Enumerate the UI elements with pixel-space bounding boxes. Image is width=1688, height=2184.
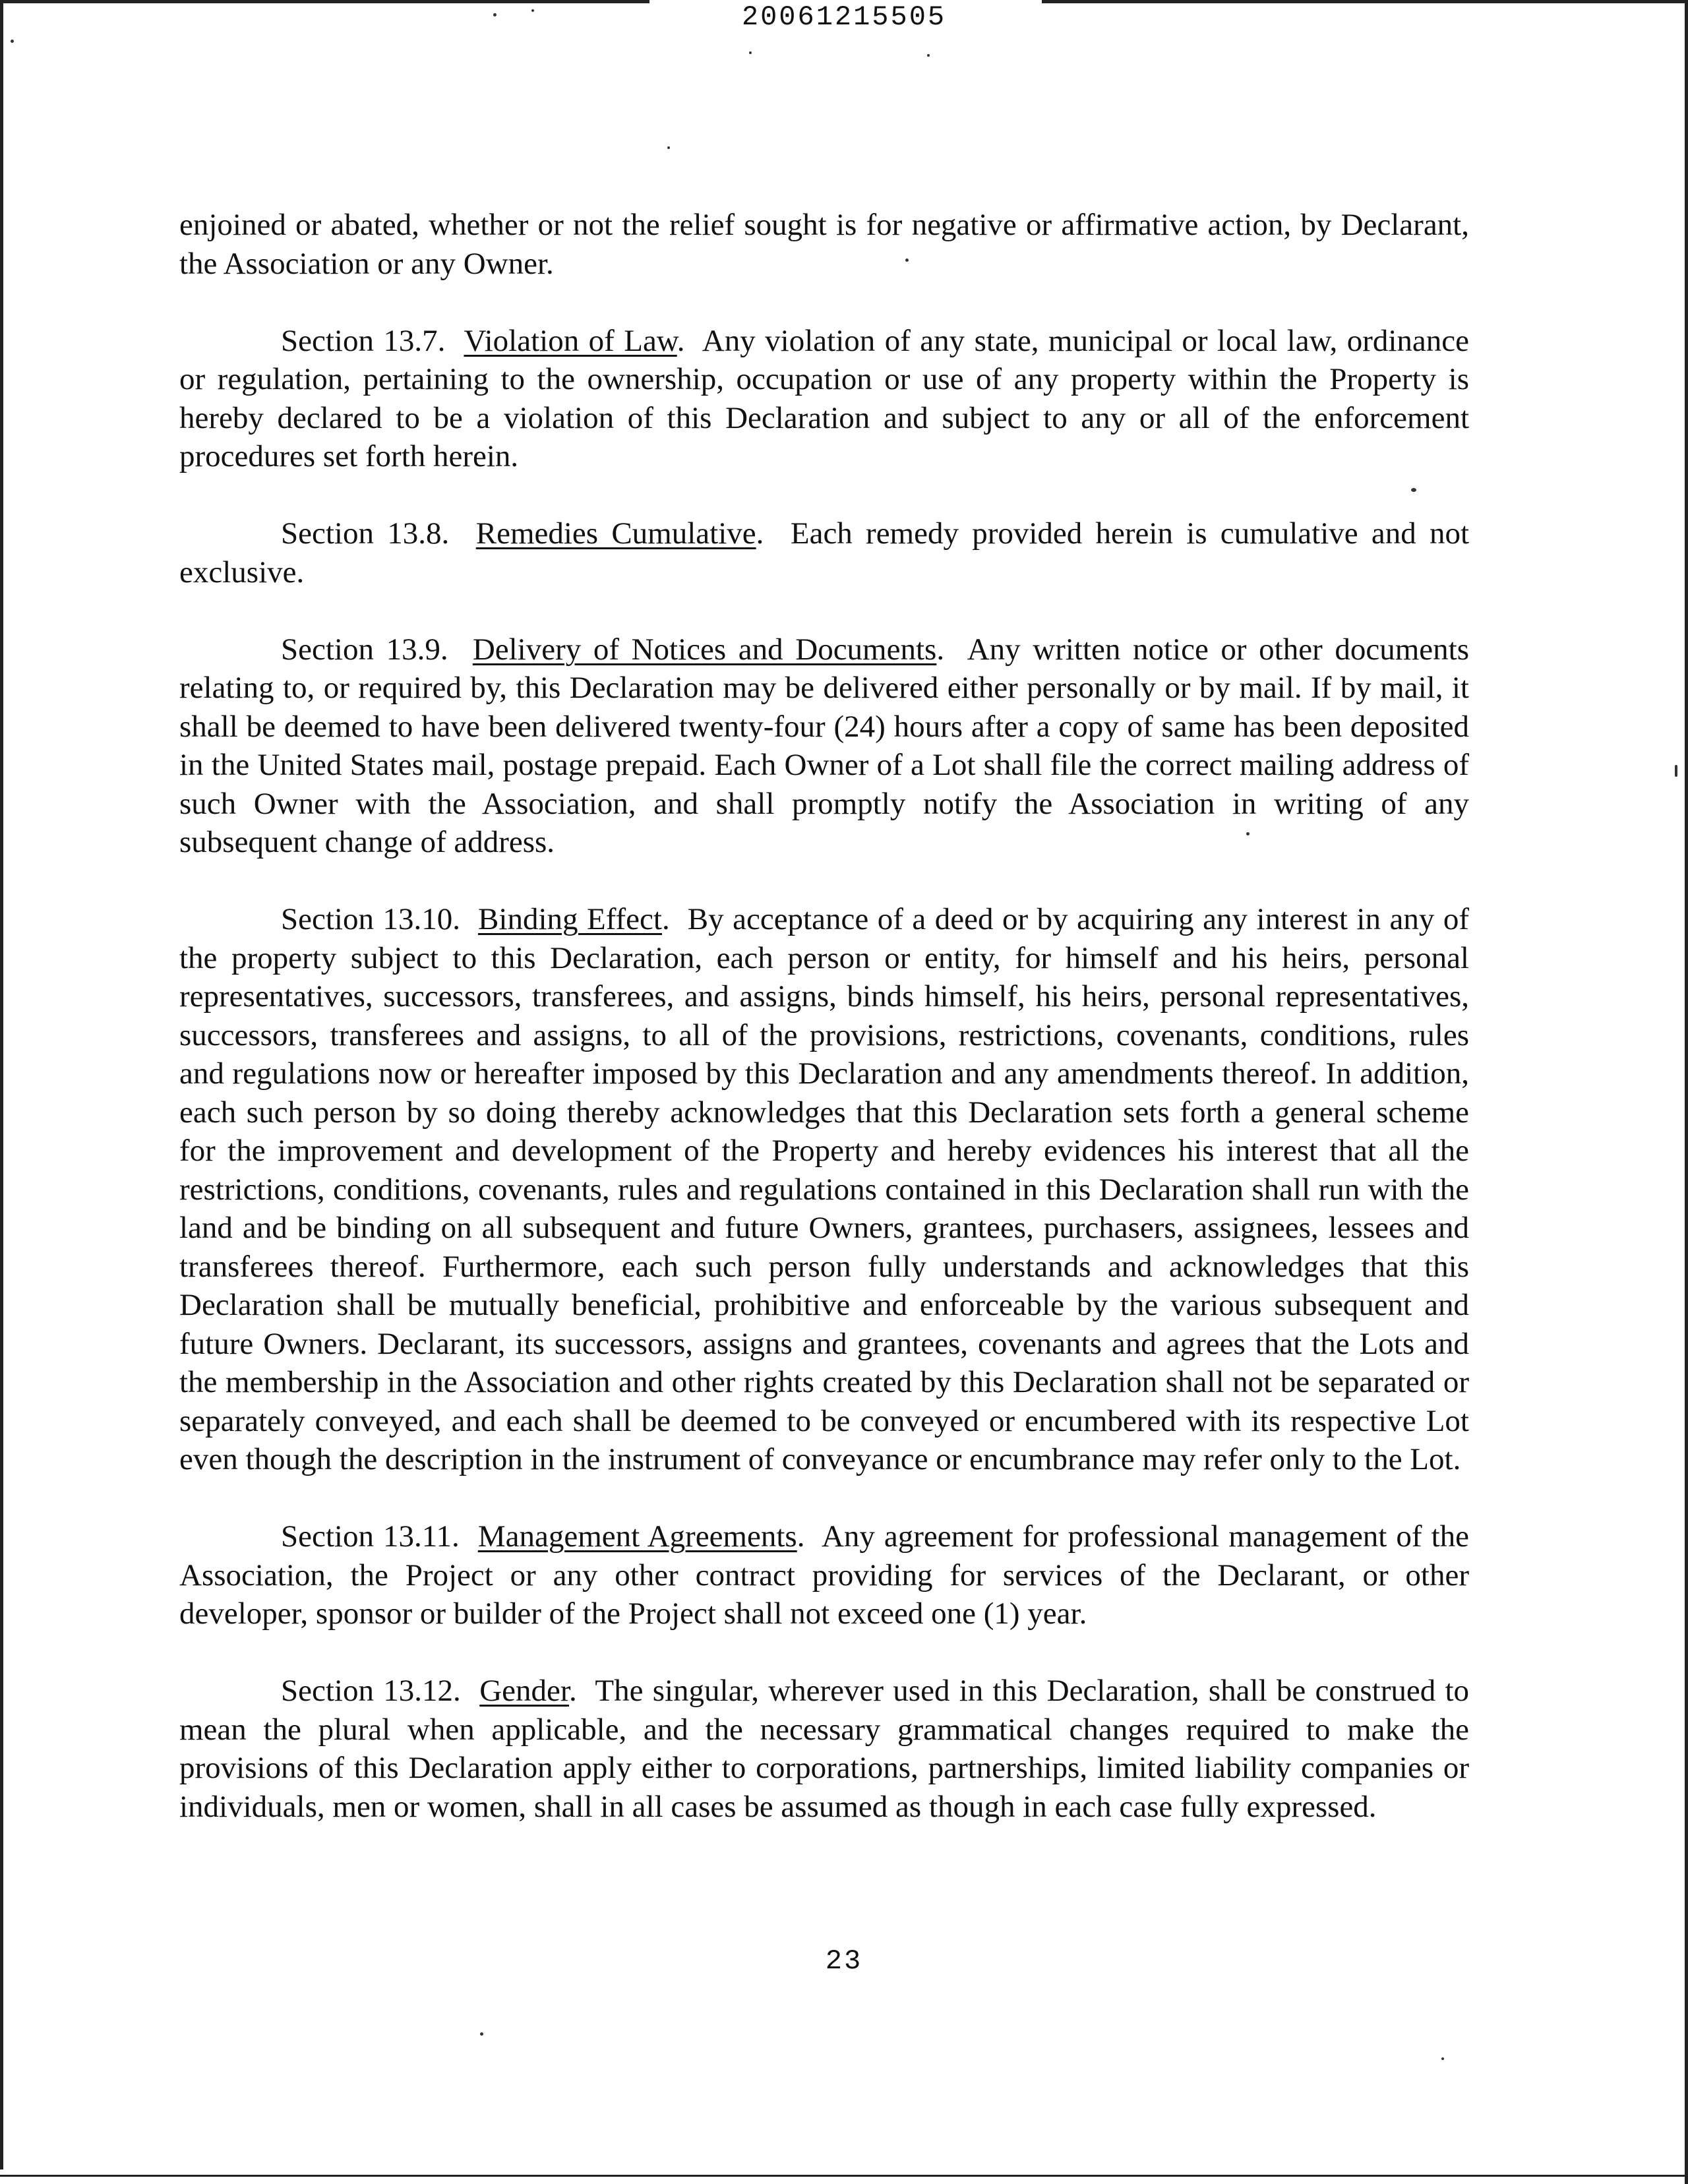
left-border [0,0,3,2169]
paragraph-continuation [179,206,1469,283]
paragraph-text: enjoined or abated, whether or not the relief sought is for negative or affirmative action, by Declarant, the Association or any Owner. [179,208,1469,281]
scan-speck [1675,765,1677,777]
section-text: The singular, wherever used in this Declaration, shall be construed to mean the plural when applicable, and the necessary grammatical changes required to make the provisions of this Declaration apply either to corporations, partnerships, limited liability companies or individuals, men or women, shall in all cases be assumed as though in each case fully expressed. [179,1674,1470,1824]
section-13-9: Section 13.9. Delivery of Notices and Documents. Any written notice or other documents relating to, or required by, this Declaration may be delivered either personally or by mail. If by mail, it shall be deemed to have been delivered twenty-four (24) hours after a copy of same has been deposited in the United States mail, postage prepaid. Each Owner of a Lot shall file the correct mailing address of such Owner with the Association, and shall promptly notify the Association in writing of any subsequent change of address. [179,632,1469,859]
section-13-7: Section 13.7. Violation of Law. Any violation of any state, municipal or local law, ordinance or regulation, pertaining to the ownership, occupation or use of any property within the Property is hereby declared to be a violation of this Declaration and subject to any or all of the enforcement procedures set forth herein. [179,323,1469,473]
scan-speck [493,13,497,16]
section-text: Any violation of any state, municipal or local law, ordinance or regulation, pertaining to the ownership, occupation or use of any property within the Property is hereby declared to be a violation of this Declaration and subject to any or all of the enforcement procedures set forth herein. [179,323,1469,473]
right-border [1685,0,1688,2184]
section-label: Section 13.11. [281,1519,460,1554]
scan-speck [531,9,534,12]
section-text: By acceptance of a deed or by acquiring any interest in any of the property subject to this Declaration, each person or entity, for himself and his heirs, personal representatives, successors, transferees, and assigns, binds himself, his heirs, personal representatives, successors, transferees and assigns, to all of the provisions, restrictions, covenants, conditions, rules and regulations now or hereafter imposed by this Declaration and any amendments thereof. In addition, each such person by so doing thereby acknowledges that this Declaration sets forth a general scheme for the improvement and development of the Property and hereby evidences his interest that all the restrictions, conditions, covenants, rules and regulations contained in this Declaration shall run with the land and be binding on all subsequent and future Owners, grantees, purchasers, assignees, lessees and transferees thereof. Furthermore, each such person fully understands and acknowledges that this Declaration shall be mutually beneficial, prohibitive and enforceable by the various subsequent and future Owners. Declarant, its successors, assigns and grantees, covenants and agrees that the Lots and the membership in the Association and other rights created by this Declaration shall not be separated or separately conveyed, and each shall be deemed to be conveyed or encumbered with its respective Lot even though the description in the instrument of conveyance or encumbrance may refer only to the Lot. [179,902,1470,1476]
section-title: Gender [479,1674,569,1708]
section-text: Any agreement for professional management of the Association, the Project or any other contract providing for services of the Declarant, or other developer, sponsor or builder of the Project shall not exceed one (1) year. [179,1519,1469,1631]
bottom-rule [0,2175,1688,2177]
section-13-8: Section 13.8. Remedies Cumulative. Each remedy provided herein is cumulative and not exclusive. [179,516,1470,590]
section-title: Remedies Cumulative [475,516,756,551]
scan-speck [1441,2057,1444,2060]
document-number: 20061215505 [741,1,947,33]
section-label: Section 13.8. [281,516,450,551]
scan-speck [749,51,752,54]
header-rule-left [0,0,649,3]
scan-speck [11,40,14,43]
section-text: Each remedy provided herein is cumulative and not exclusive. [179,516,1470,590]
section-13-10: Section 13.10. Binding Effect. By acceptance of a deed or by acquiring any interest in any of the property subject to this Declaration, each person or entity, for himself and his heirs, personal representatives, successors, transferees, and assigns, binds himself, his heirs, personal representatives, successors, transferees and assigns, to all of the provisions, restrictions, covenants, conditions, rules and regulations now or hereafter imposed by this Declaration and any amendments thereof. In addition, each such person by so doing thereby acknowledges that this Declaration sets forth a general scheme for the improvement and development of the Property and hereby evidences his interest that all the restrictions, conditions, covenants, rules and regulations contained in this Declaration shall run with the land and be binding on all subsequent and future Owners, grantees, purchasers, assignees, lessees and transferees thereof. Furthermore, each such person fully understands and acknowledges that this Declaration shall be mutually beneficial, prohibitive and enforceable by the various subsequent and future Owners. Declarant, its successors, assigns and grantees, covenants and agrees that the Lots and the membership in the Association and other rights created by this Declaration shall not be separated or separately conveyed, and each shall be deemed to be conveyed or encumbered with its respective Lot even though the description in the instrument of conveyance or encumbrance may refer only to the Lot. [179,902,1470,1476]
section-label: Section 13.10. [281,902,460,936]
section-13-11: Section 13.11. Management Agreements. Any agreement for professional management of the Association, the Project or any other contract providing for services of the Declarant, or other developer, sponsor or builder of the Project shall not exceed one (1) year. [179,1519,1469,1631]
scan-speck [927,54,930,57]
section-label: Section 13.7. [281,323,446,358]
section-title: Binding Effect [478,902,662,936]
scan-speck [480,2032,483,2036]
header-rule-right [1042,0,1688,3]
section-label: Section 13.12. [281,1674,461,1708]
section-title: Violation of Law [464,323,677,358]
section-label: Section 13.9. [281,632,448,667]
section-title: Delivery of Notices and Documents [472,632,937,667]
body-text [179,206,1469,1826]
page-number: 23 [825,1945,863,1977]
section-13-12: Section 13.12. Gender. The singular, wherever used in this Declaration, shall be construed to mean the plural when applicable, and the necessary grammatical changes required to make the provisions of this Declaration apply either to corporations, partnerships, limited liability companies or individuals, men or women, shall in all cases be assumed as though in each case fully expressed. [179,1674,1470,1824]
section-text: Any written notice or other documents relating to, or required by, this Declaration may be delivered either personally or by mail. If by mail, it shall be deemed to have been delivered twenty-four (24) hours after a copy of same has been deposited in the United States mail, postage prepaid. Each Owner of a Lot shall file the correct mailing address of such Owner with the Association, and shall promptly notify the Association in writing of any subsequent change of address. [179,632,1469,859]
section-title: Management Agreements [477,1519,797,1554]
scan-speck [667,146,670,149]
